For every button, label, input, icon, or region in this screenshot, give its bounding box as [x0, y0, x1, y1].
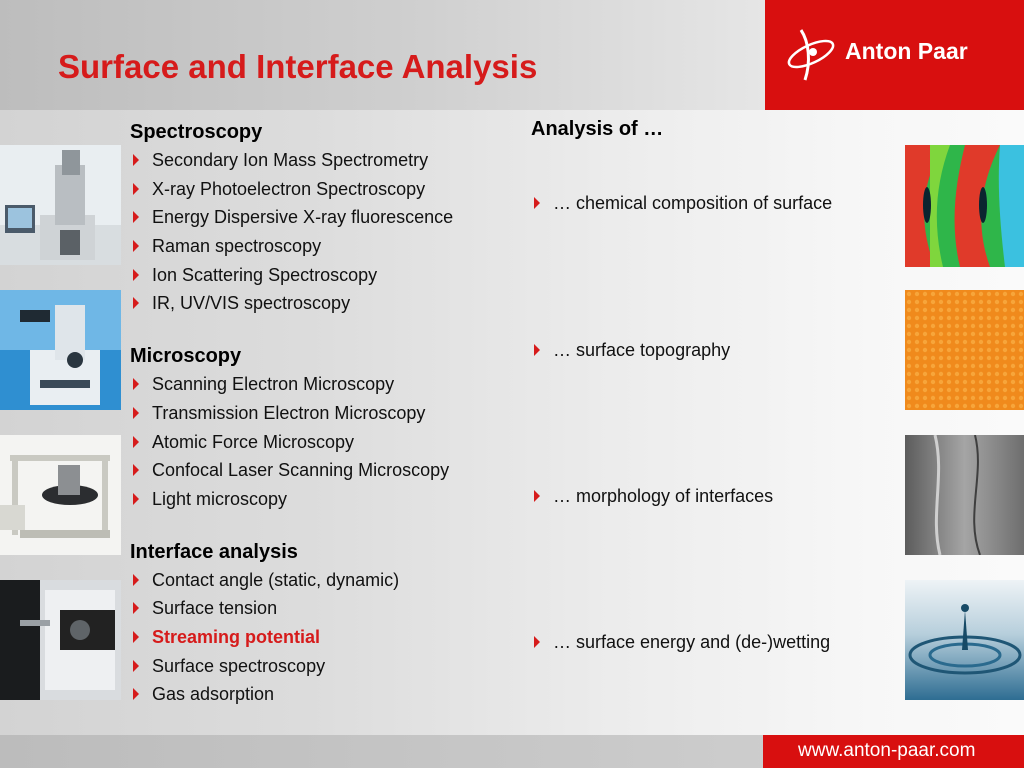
- footer-url[interactable]: www.anton-paar.com: [798, 740, 976, 761]
- list-item: Gas adsorption: [130, 680, 510, 709]
- contact-angle-instrument-photo: [0, 580, 121, 700]
- footer-url-box: [763, 735, 1024, 768]
- list-item: IR, UV/VIS spectroscopy: [130, 289, 510, 318]
- anton-paar-logo-icon: [783, 22, 841, 84]
- page-title: Surface and Interface Analysis: [58, 48, 538, 85]
- interface-morphology-photo: [905, 435, 1024, 555]
- list-item: Atomic Force Microscopy: [130, 428, 510, 457]
- microscopy-list: [130, 370, 510, 513]
- chemical-map-photo: [905, 145, 1024, 267]
- list-item: Raman spectroscopy: [130, 232, 510, 261]
- list-item: Scanning Electron Microscopy: [130, 370, 510, 399]
- spectroscopy-list: [130, 146, 510, 318]
- list-item: Secondary Ion Mass Spectrometry: [130, 146, 510, 175]
- list-item: Surface spectroscopy: [130, 652, 510, 681]
- section-heading: Spectroscopy: [130, 121, 263, 143]
- analysis-item-morphology: … morphology of interfaces: [531, 483, 773, 509]
- analysis-heading: Analysis of …: [531, 118, 664, 140]
- afm-instrument-photo: [0, 435, 121, 555]
- list-item: Contact angle (static, dynamic): [130, 566, 510, 595]
- analysis-item-topography: … surface topography: [531, 337, 730, 363]
- analysis-item-chemical: … chemical composition of surface: [531, 190, 832, 216]
- section-microscopy: [130, 342, 510, 513]
- logo-box: [765, 0, 1024, 110]
- list-item: Ion Scattering Spectroscopy: [130, 261, 510, 290]
- light-microscope-photo: [0, 290, 121, 410]
- list-item: X-ray Photoelectron Spectroscopy: [130, 175, 510, 204]
- section-spectroscopy: [130, 118, 510, 318]
- list-item: Surface tension: [130, 594, 510, 623]
- electron-microscope-photo: [0, 145, 121, 265]
- analysis-item-wetting: … surface energy and (de-)wetting: [531, 629, 830, 655]
- surface-topography-photo: [905, 290, 1024, 410]
- interface-analysis-list: [130, 566, 510, 709]
- technique-list: [130, 118, 510, 709]
- section-heading: Microscopy: [130, 345, 242, 368]
- highlighted-list-item: Streaming potential: [130, 623, 510, 652]
- list-item: Light microscopy: [130, 485, 510, 514]
- section-interface-analysis: [130, 538, 510, 709]
- list-item: Confocal Laser Scanning Microscopy: [130, 456, 510, 485]
- section-heading: Interface analysis: [130, 540, 298, 563]
- list-item: Energy Dispersive X-ray fluorescence: [130, 203, 510, 232]
- logo-text: Anton Paar: [845, 38, 968, 64]
- list-item: Transmission Electron Microscopy: [130, 399, 510, 428]
- water-droplet-photo: [905, 580, 1024, 700]
